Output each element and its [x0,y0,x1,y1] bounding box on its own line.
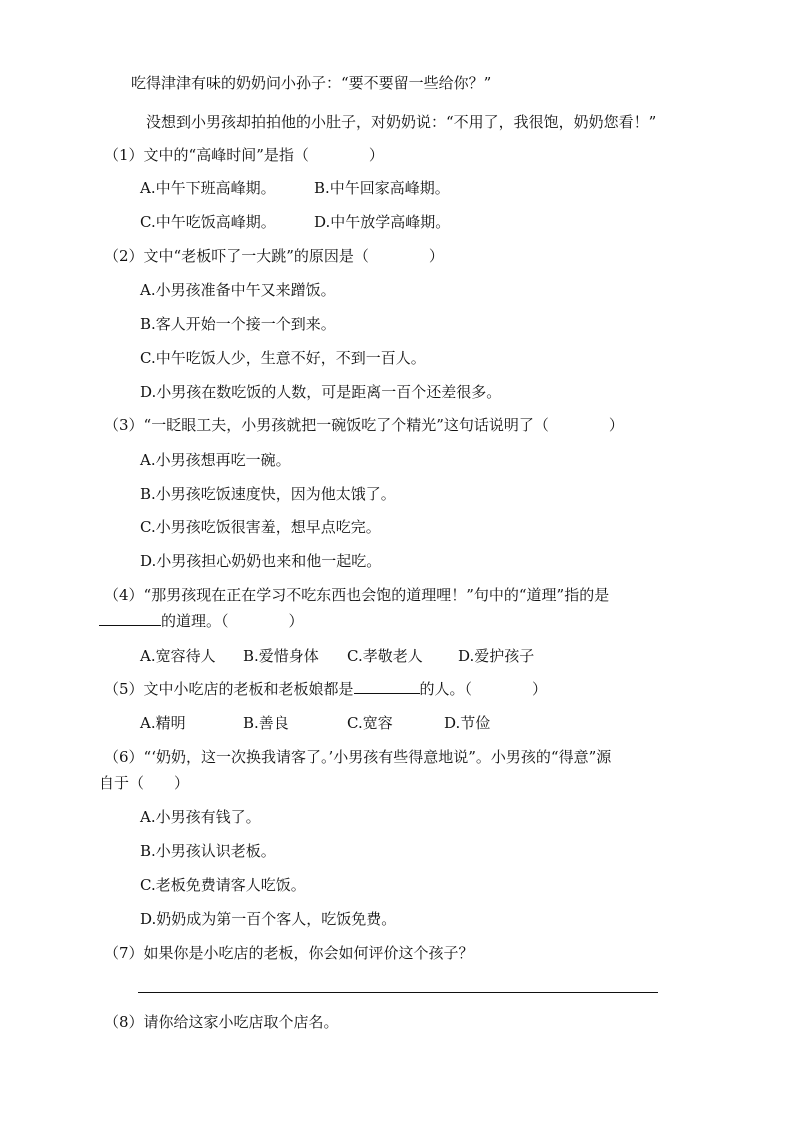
question-4-option-b[interactable]: B.爱惜身体 [243,647,319,665]
question-4-stem-line-2 [99,611,304,631]
question-5-stem-pre: （5）文中小吃店的老板和老板娘都是 [104,680,354,698]
question-3-option-c[interactable]: C.小男孩吃饭很害羞，想早点吃完。 [140,518,381,536]
question-8-stem: （8）请你给这家小吃店取个店名。 [104,1013,339,1031]
question-5-options [140,713,520,733]
question-6-option-c[interactable]: C.老板免费请客人吃饭。 [140,876,306,894]
question-2-option-c[interactable]: C.中午吃饭人少，生意不好，不到一百人。 [140,349,426,367]
question-1-stem: （1）文中的“高峰时间”是指（ ） [104,146,384,164]
question-5-stem-post: 的人。（ ） [419,680,548,698]
question-1-option-a[interactable]: A.中午下班高峰期。 [140,179,276,197]
question-6-option-d[interactable]: D.奶奶成为第一百个客人，吃饭免费。 [140,910,397,928]
question-3-option-b[interactable]: B.小男孩吃饭速度快，因为他太饿了。 [140,485,396,503]
question-7-stem: （7）如果你是小吃店的老板，你会如何评价这个孩子？ [104,944,474,962]
question-1-options-row-2 [140,212,540,232]
question-6-option-b[interactable]: B.小男孩认识老板。 [140,842,276,860]
question-4-option-c[interactable]: C.孝敬老人 [347,647,423,665]
question-1-option-c[interactable]: C.中午吃饭高峰期。 [140,213,276,231]
question-7-answer-line[interactable] [138,992,658,993]
question-2-option-a[interactable]: A.小男孩准备中午又来蹭饭。 [140,281,336,299]
question-4-stem: （4）“那男孩现在正在学习不吃东西也会饱的道理哩！”句中的“道理”指的是 [104,586,610,604]
question-4-answer-blank[interactable] [99,611,161,626]
story-line-2: 没想到小男孩却拍拍他的小肚子，对奶奶说：“不用了，我很饱，奶奶您看！” [146,113,657,131]
question-2-option-d[interactable]: D.小男孩在数吃饭的人数，可是距离一百个还差很多。 [140,383,502,401]
question-6-stem: （6）“‘奶奶，这一次换我请客了。’小男孩有些得意地说”。小男孩的“得意”源 [104,748,612,766]
question-5-stem [104,679,547,699]
question-5-option-d[interactable]: D.节俭 [444,714,491,732]
question-5-answer-blank[interactable] [354,679,420,694]
question-4-stem-tail: 的道理。（ ） [161,612,304,630]
question-2-option-b[interactable]: B.客人开始一个接一个到来。 [140,315,336,333]
question-1-option-b[interactable]: B.中午回家高峰期。 [314,179,450,197]
question-5-option-c[interactable]: C.宽容 [347,714,393,732]
question-5-option-a[interactable]: A.精明 [140,714,186,732]
question-1-option-d[interactable]: D.中午放学高峰期。 [314,213,451,231]
question-1-options-row-1 [140,178,540,198]
question-3-stem: （3）“一眨眼工夫，小男孩就把一碗饭吃了个精光”这句话说明了（ ） [104,416,624,434]
question-3-option-a[interactable]: A.小男孩想再吃一碗。 [140,451,291,469]
question-6-stem-line-2: 自于（ ） [99,774,190,792]
question-2-stem: （2）文中“老板吓了一大跳”的原因是（ ） [104,247,444,265]
story-line-1: 吃得津津有味的奶奶问小孙子：“要不要留一些给你？” [131,74,492,92]
question-3-option-d[interactable]: D.小男孩担心奶奶也来和他一起吃。 [140,552,382,570]
question-4-option-a[interactable]: A.宽容待人 [140,647,216,665]
question-6-option-a[interactable]: A.小男孩有钱了。 [140,808,261,826]
question-4-options [140,646,560,666]
question-4-option-d[interactable]: D.爱护孩子 [458,647,535,665]
question-5-option-b[interactable]: B.善良 [243,714,289,732]
